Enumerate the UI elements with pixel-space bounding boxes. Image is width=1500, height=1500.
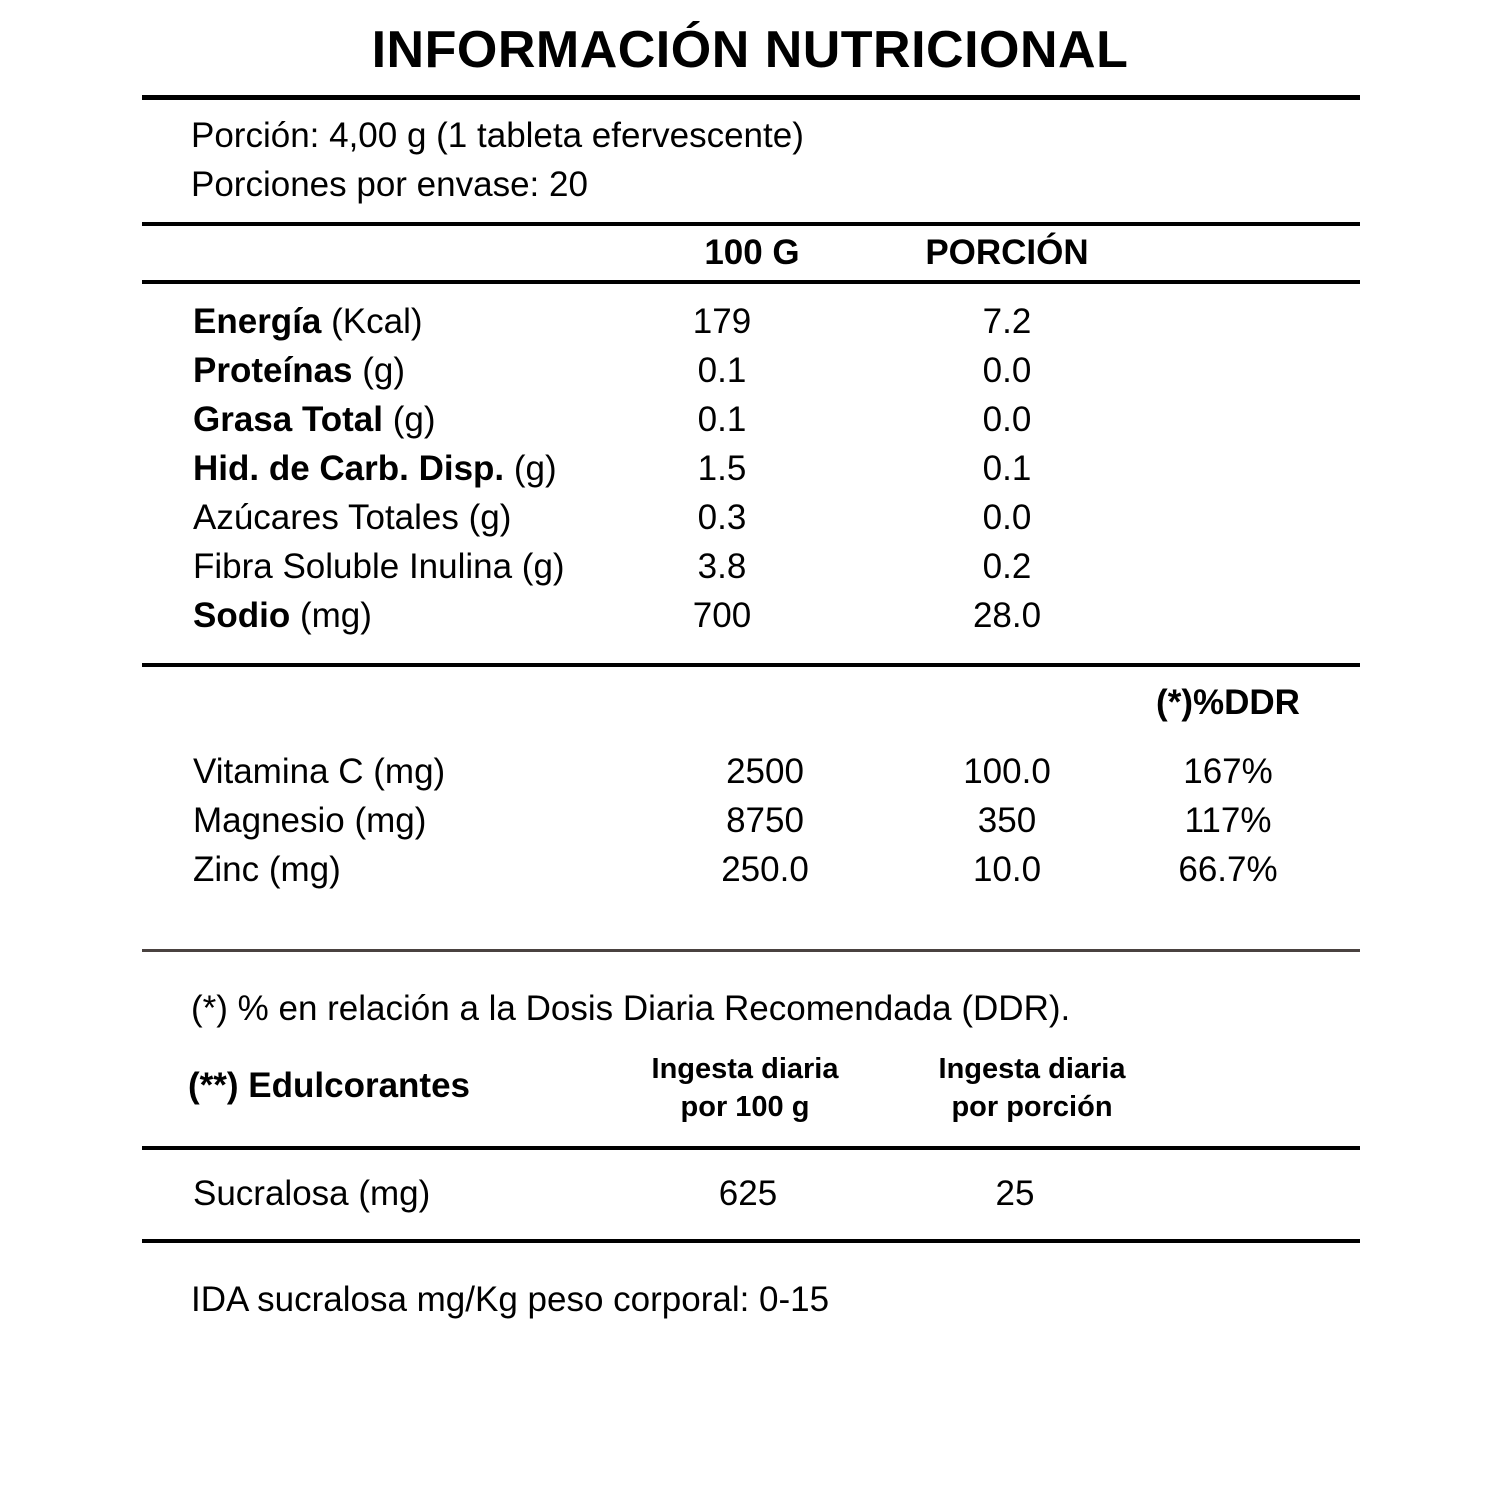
table-row (142, 799, 1360, 843)
sweetener-value-100g: 625 (718, 1174, 778, 1213)
divider-above-footnote (142, 949, 1360, 952)
nutrient-value-portion: 350 (977, 801, 1037, 840)
nutrient-value-portion: 0.0 (982, 351, 1032, 390)
table-row (142, 447, 1360, 491)
table-row (142, 750, 1360, 794)
nutrient-name: Zinc (mg) (193, 850, 341, 889)
sweetener-header-per-100g-line2: por 100 g (680, 1091, 810, 1123)
nutrient-name: Vitamina C (mg) (193, 752, 446, 791)
sweetener-name: Sucralosa (mg) (193, 1174, 431, 1213)
nutrient-name: Proteínas (g) (193, 351, 405, 390)
divider-under-title (142, 95, 1360, 100)
sweetener-header-per-portion-line2: por porción (951, 1091, 1113, 1123)
nutrient-name: Energía (Kcal) (193, 302, 423, 341)
nutrient-value-100g: 1.5 (697, 449, 747, 488)
divider-under-macro-headers (142, 280, 1360, 284)
divider-above-macro-headers (142, 222, 1360, 226)
nutrient-name: Sodio (mg) (193, 596, 372, 635)
table-row (142, 1172, 1360, 1216)
divider-under-macro-table (142, 663, 1360, 667)
nutrient-name: Azúcares Totales (g) (193, 498, 512, 537)
nutrient-value-portion: 0.0 (982, 400, 1032, 439)
ida-note: IDA sucralosa mg/Kg peso corporal: 0-15 (191, 1280, 830, 1319)
page-title: INFORMACIÓN NUTRICIONAL (371, 21, 1129, 79)
nutrient-name: Magnesio (mg) (193, 801, 427, 840)
sweetener-header-per-100g (625, 1050, 865, 1126)
divider-under-sweetener-headers (142, 1146, 1360, 1150)
table-row (142, 496, 1360, 540)
nutrient-value-100g: 0.3 (697, 498, 747, 537)
sweeteners-title: (**) Edulcorantes (188, 1066, 470, 1105)
nutrient-value-100g: 0.1 (697, 351, 747, 390)
serving-portion-text: Porción: 4,00 g (1 tableta efervescente) (191, 116, 804, 155)
table-row (142, 545, 1360, 589)
nutrient-value-portion: 0.2 (982, 547, 1032, 586)
table-row (142, 848, 1360, 892)
sweetener-header-per-portion (912, 1050, 1152, 1126)
nutrient-value-100g: 2500 (726, 752, 804, 791)
nutrient-value-100g: 250.0 (721, 850, 809, 889)
table-row (142, 594, 1360, 638)
nutrient-value-ddr: 117% (1184, 801, 1272, 840)
table-row (142, 398, 1360, 442)
nutrient-value-portion: 100.0 (963, 752, 1051, 791)
nutrient-name: Hid. de Carb. Disp. (g) (193, 449, 557, 488)
nutrient-value-ddr: 167% (1183, 752, 1273, 791)
sweetener-value-portion: 25 (995, 1174, 1035, 1213)
macro-header-per-100g: 100 G (704, 233, 800, 272)
macro-header-per-portion: PORCIÓN (925, 233, 1089, 272)
nutrient-value-portion: 7.2 (982, 302, 1032, 341)
nutrient-value-portion: 10.0 (972, 850, 1042, 889)
nutrient-value-portion: 28.0 (972, 596, 1042, 635)
sweetener-header-per-portion-line1: Ingesta diaria (938, 1053, 1126, 1085)
ddr-column-header: (*)%DDR (1156, 683, 1300, 722)
nutrient-value-ddr: 66.7% (1178, 850, 1278, 889)
divider-under-sweetener-table (142, 1239, 1360, 1243)
nutrient-value-100g: 3.8 (697, 547, 747, 586)
nutrient-name: Grasa Total (g) (193, 400, 436, 439)
nutrient-value-100g: 700 (692, 596, 752, 635)
nutrient-value-100g: 179 (692, 302, 752, 341)
table-row (142, 349, 1360, 393)
nutrient-name: Fibra Soluble Inulina (g) (193, 547, 565, 586)
table-row (142, 300, 1360, 344)
nutrient-value-portion: 0.0 (982, 498, 1032, 537)
nutrient-value-100g: 0.1 (697, 400, 747, 439)
ddr-footnote: (*) % en relación a la Dosis Diaria Recomendada (DDR). (191, 989, 1071, 1028)
serving-per-container-text: Porciones por envase: 20 (191, 165, 588, 204)
sweetener-header-per-100g-line1: Ingesta diaria (651, 1053, 839, 1085)
nutrient-value-100g: 8750 (726, 801, 804, 840)
nutrient-value-portion: 0.1 (982, 449, 1032, 488)
